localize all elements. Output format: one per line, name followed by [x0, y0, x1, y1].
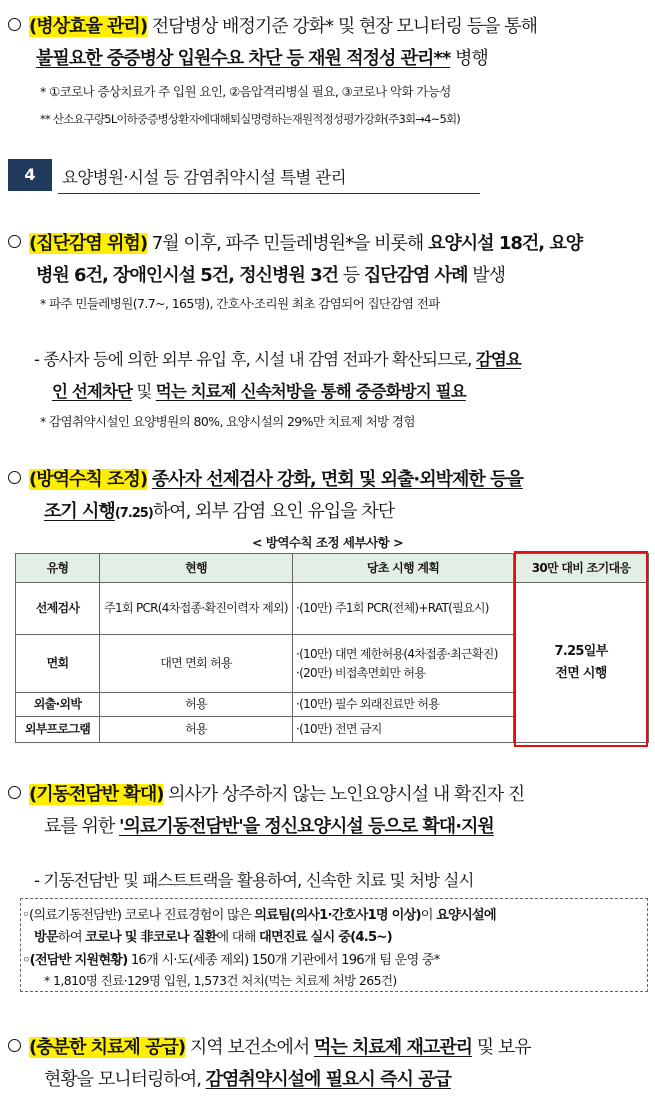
bullet-line: (병상효율 관리) 전담병상 배정기준 강화* 및 현장 모니터링 등을 통해 — [8, 12, 537, 38]
early-response-highlight-box — [514, 551, 648, 747]
table-cell: 허용 — [100, 693, 293, 717]
table-cell: 외출·외박 — [16, 693, 100, 717]
box-line: 방문하여 코로나 및 非코로나 질환에 대해 대면진료 실시 중(4.5~) — [34, 930, 392, 945]
circle-bullet-icon — [8, 18, 21, 31]
table-cell: ·(10만) 전면 금지 — [293, 717, 514, 743]
section-title: 요양병원·시설 등 감염취약시설 특별 관리 — [62, 168, 346, 187]
circle-bullet-icon — [8, 1039, 21, 1052]
table-cell: 외부프로그램 — [16, 717, 100, 743]
column-header: 현행 — [100, 554, 293, 583]
table-cell: 대면 면회 허용 — [100, 635, 293, 693]
bullet-line: (방역수칙 조정) 종사자 선제검사 강화, 면회 및 외출·외박제한 등을 — [8, 465, 523, 491]
footnote: * ①코로나 증상치료가 주 입원 요인, ②음압격리병실 필요, ③코로나 악화 가능성 — [40, 84, 451, 99]
table-caption: < 방역수칙 조정 세부사항 > — [251, 535, 404, 550]
highlight-label: (병상효율 관리) — [29, 16, 148, 37]
footnote: * 파주 민들레병원(7.7~, 165명), 간호사·조리원 최초 감염되어 집단감염 전파 — [40, 296, 440, 311]
column-header: 30만 대비 조기대응 — [514, 554, 649, 583]
dash-line: - 기동전담반 및 패스트트랙을 활용하여, 신속한 치료 및 처방 실시 — [34, 871, 474, 890]
table-cell: ·(10만) 주1회 PCR(전체)+RAT(필요시) — [293, 583, 514, 635]
bullet-line: (집단감염 위험) 7월 이후, 파주 민들레병원*을 비롯해 요양시설 18건, 요양 — [8, 229, 582, 255]
column-header: 당초 시행 계획 — [293, 554, 514, 583]
table-cell: 주1회 PCR(4차접종·확진이력자 제외) — [100, 583, 293, 635]
section-number: 4 — [8, 159, 52, 191]
box-footnote: * 1,810명 진료·129명 입원, 1,573건 처치(먹는 치료제 처방 265건) — [44, 973, 397, 988]
footnote: * 감염취약시설인 요양병원의 80%, 요양시설의 29%만 치료제 처방 경험 — [40, 414, 415, 429]
dash-line: 인 선제차단 및 먹는 치료제 신속처방을 통해 중증화방지 필요 — [52, 382, 466, 401]
table-cell: ·(10만) 필수 외래진료만 허용 — [293, 693, 514, 717]
circle-bullet-icon — [8, 235, 21, 248]
box-line: ◦(의료기동전담반) 코로나 진료경험이 많은 의료팀(의사1·간호사1명 이상)이 요양시설에 — [22, 908, 496, 923]
box-line: ◦(전담반 지원현황) 16개 시·도(세종 제외) 150개 기관에서 196개 팀 운영 중* — [22, 953, 440, 968]
bullet-line: 병원 6건, 장애인시설 5건, 정신병원 3건 등 집단감염 사례 발생 — [36, 265, 505, 286]
bullet-line: (충분한 치료제 공급) 지역 보건소에서 먹는 치료제 재고관리 및 보유 — [8, 1033, 531, 1059]
bullet-line: 현황을 모니터링하여, 감염취약시설에 필요시 즉시 공급 — [44, 1069, 451, 1090]
bullet-line: 조기 시행(7.25)하여, 외부 감염 요인 유입을 차단 — [44, 501, 395, 522]
bullet-line: (기동전담반 확대) 의사가 상주하지 않는 노인요양시설 내 확진자 진 — [8, 780, 524, 806]
table-cell: ·(10만) 대면 제한허용(4차접종·최근확진) ·(20만) 비접촉면회만 허용 — [293, 635, 514, 693]
circle-bullet-icon — [8, 471, 21, 484]
circle-bullet-icon — [8, 786, 21, 799]
early-response-cell: 7.25일부 전면 시행 — [514, 583, 649, 743]
bullet-line: 불필요한 중증병상 입원수요 차단 등 재원 적정성 관리** 병행 — [36, 48, 488, 69]
section-divider — [58, 193, 480, 194]
table-cell: 면회 — [16, 635, 100, 693]
dash-line: - 종사자 등에 의한 외부 유입 후, 시설 내 감염 전파가 확산되므로, 감염요 — [34, 350, 521, 369]
table-cell: 선제검사 — [16, 583, 100, 635]
column-header: 유형 — [16, 554, 100, 583]
footnote: ** 산소요구량5L이하중증병상환자에대해퇴실명령하는재원적정성평가강화(주3회→4~5회) — [40, 112, 460, 126]
bullet-line: 료를 위한 '의료기동전담반'을 정신요양시설 등으로 확대·지원 — [44, 816, 494, 837]
table-cell: 허용 — [100, 717, 293, 743]
